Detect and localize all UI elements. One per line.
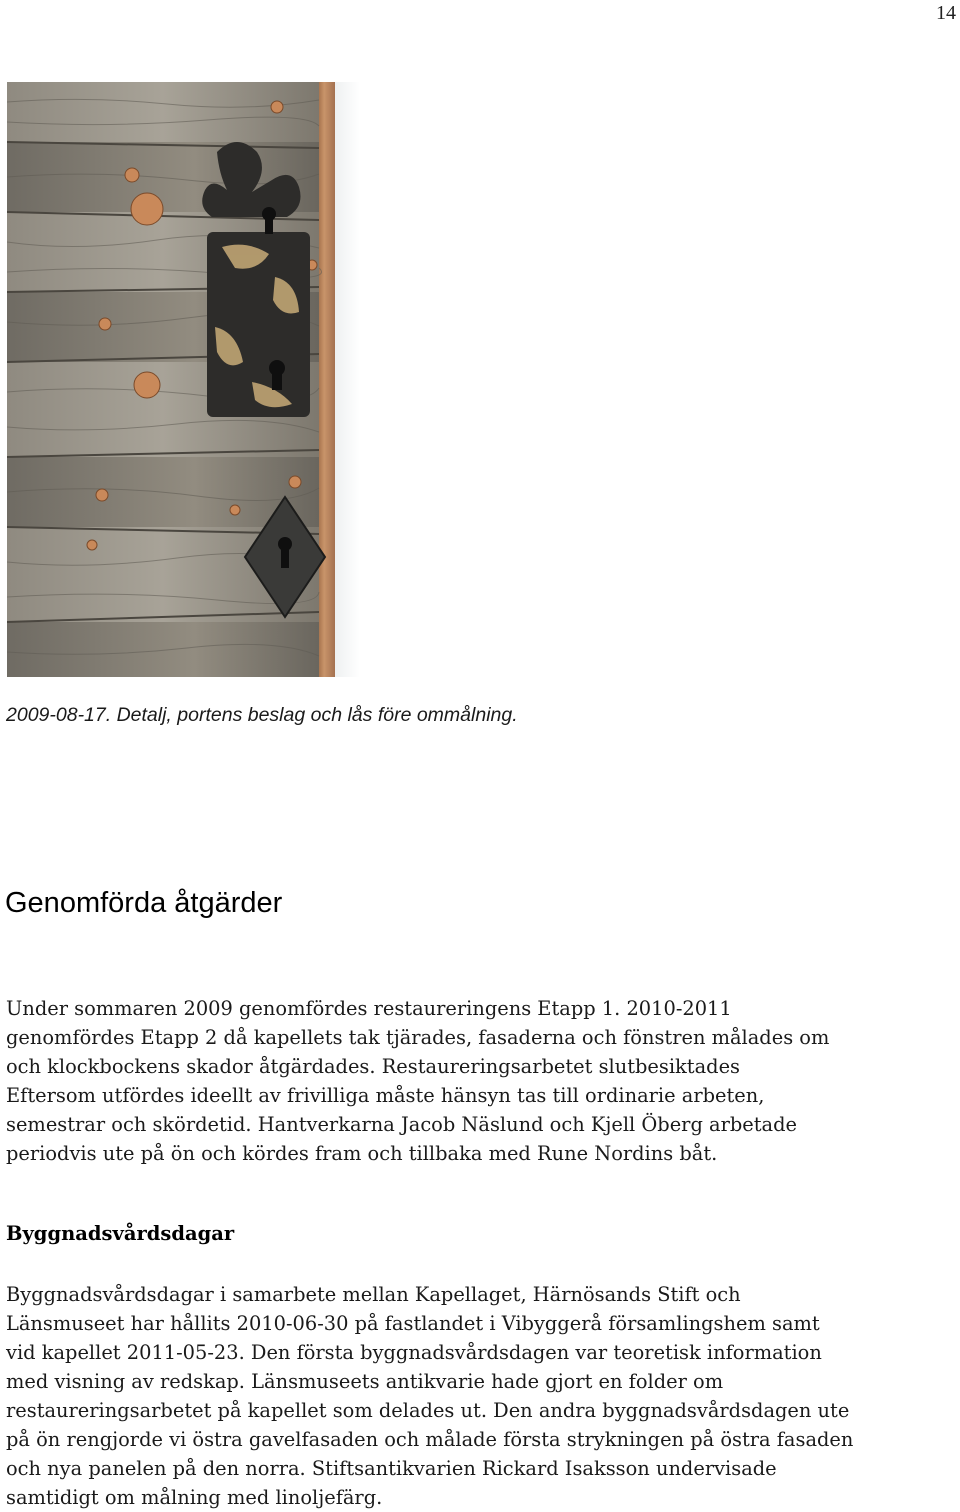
paragraph-line: genomfördes Etapp 2 då kapellets tak tjärades, fasaderna och fönstren målades om bbox=[6, 1026, 830, 1049]
paragraph-line: Under sommaren 2009 genomfördes restaureringens Etapp 1. 2010-2011 bbox=[6, 997, 732, 1020]
paragraph-line: med visning av redskap. Länsmuseets antikvarie hade gjort en folder om bbox=[6, 1370, 724, 1393]
page-number: 14 bbox=[936, 2, 956, 24]
paragraph-line: och klockbockens skador åtgärdades. Restaureringsarbetet slutbesiktades bbox=[6, 1055, 741, 1078]
section-paragraph bbox=[6, 994, 956, 1168]
paragraph-line: på ön rengjorde vi östra gavelfasaden och målade första strykningen på östra fasaden bbox=[6, 1428, 854, 1451]
door-lock-photo bbox=[7, 82, 360, 677]
paragraph-line: Länsmuseet har hållits 2010-06-30 på fastlandet i Vibyggerå församlingshem samt bbox=[6, 1312, 820, 1335]
paragraph-line: Byggnadsvårdsdagar i samarbete mellan Kapellaget, Härnösands Stift och bbox=[6, 1283, 741, 1306]
subsection-heading: Byggnadsvårdsdagar bbox=[6, 1222, 235, 1245]
paragraph-line: samtidigt om målning med linoljefärg. bbox=[6, 1486, 383, 1509]
paragraph-line: periodvis ute på ön och kördes fram och tillbaka med Rune Nordins båt. bbox=[6, 1142, 718, 1165]
paragraph-line: vid kapellet 2011-05-23. Den första byggnadsvårdsdagen var teoretisk information bbox=[6, 1341, 822, 1364]
photo-caption: 2009-08-17. Detalj, portens beslag och lås före ommålning. bbox=[6, 704, 518, 726]
subsection-paragraph bbox=[6, 1280, 956, 1512]
paragraph-line: restaureringsarbetet på kapellet som delades ut. Den andra byggnadsvårdsdagen ute bbox=[6, 1399, 850, 1422]
section-heading: Genomförda åtgärder bbox=[5, 887, 283, 919]
paragraph-line: och nya panelen på den norra. Stiftsantikvarien Rickard Isaksson undervisade bbox=[6, 1457, 777, 1480]
paragraph-line: Eftersom utfördes ideellt av frivilliga måste hänsyn tas till ordinarie arbeten, bbox=[6, 1084, 765, 1107]
paragraph-line: semestrar och skördetid. Hantverkarna Jacob Näslund och Kjell Öberg arbetade bbox=[6, 1113, 797, 1136]
